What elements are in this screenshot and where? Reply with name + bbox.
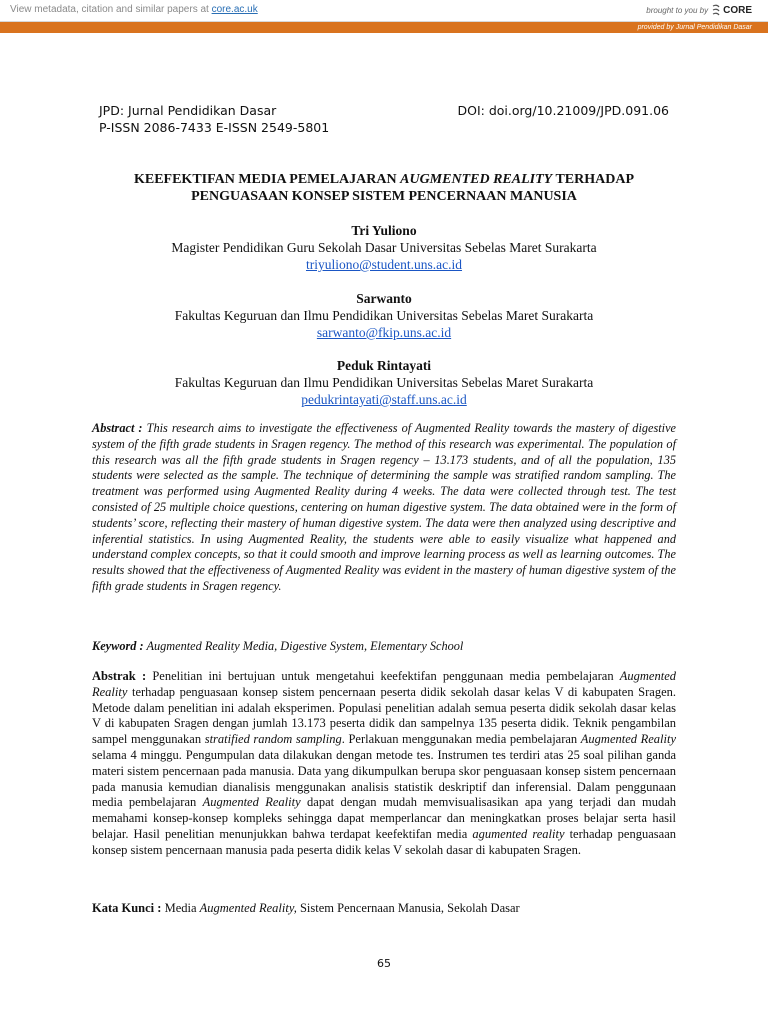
abstrak [92, 669, 676, 859]
title-line2: PENGUASAAN KONSEP SISTEM PENCERNAAN MANUSIA [191, 189, 577, 204]
abstrak-label: Abstrak : [92, 669, 147, 683]
author-email[interactable]: pedukrintayati@staff.uns.ac.id [301, 392, 467, 407]
author-block [92, 357, 676, 408]
author-name: Sarwanto [356, 291, 412, 306]
abstract-text: This research aims to investigate the effectiveness of Augmented Reality towards the mastery of digestive system of the fifth grade students in Sragen regency. The method of this research was experimental. The population of this research was all the fifth grade students in Sragen regency – 13.173 students, and of all the population, 135 students were selected as the sample. The technique of determining the sample was stratified random sampling. The treatment was performed using Augmented Reality during 4 weeks. The data were collected through test. The test consisted of 25 multiple choice questions, centering on human digestive system. The data obtained were in the form of students’ score, reflecting their mastery of human digestive system. The data were then analyzed using descriptive and inferential statistics. In using Augmented Reality, the students were able to easily visualize what happened and understand complex concepts, so that it could smooth and improve learning process as well as learning outcomes. The results showed that the effectiveness of Augmented Reality was evident in the mastery of human digestive system of the fifth grade students in Sragen regency. [92, 421, 676, 593]
author-affiliation: Fakultas Keguruan dan Ilmu Pendidikan Universitas Sebelas Maret Surakarta [174, 308, 594, 323]
provided-by-bar [0, 22, 768, 33]
kata-kunci-text: Media [161, 901, 200, 915]
author-name: Peduk Rintayati [336, 358, 432, 373]
abstrak-italic: Augmented Reality [202, 795, 301, 810]
author-block [92, 222, 676, 273]
journal-doi: DOI: doi.org/10.21009/JPD.091.06 [457, 103, 669, 118]
paper-title [92, 171, 676, 205]
abstract [92, 421, 676, 595]
provided-by-prefix: provided by [637, 24, 674, 31]
author-block [92, 290, 676, 341]
abstrak-text: dapat dengan mudah memvisualisasikan apa yang terjadi dan mudah memahami konsep-konsep kompleks sehingga dapat memperlancar dan meningkatkan proses belajar serta hasil belajar. Hasil penelitian menunjukkan bahwa terdapat keefektifan media [92, 795, 676, 841]
abstrak-text: terhadap penguasaan konsep sistem pencernaan peserta didik sekolah dasar kelas V di kabupaten Sragen. Metode dalam penelitian ini adalah eksperimen. Populasi penelitian adalah semua peserta didik sekolah dasar kelas V di kabupaten Sragen dengan jumlah 13.173 peserta didik dan sampelnya 135 peserta didik. Teknik pengambilan sampel menggunakan [92, 684, 676, 747]
journal-header [99, 102, 669, 136]
keyword-label: Keyword : [92, 639, 144, 653]
journal-issn: P-ISSN 2086-7433 E-ISSN 2549-5801 [99, 120, 330, 135]
kata-kunci-italic: Augmented Reality, [199, 901, 297, 915]
core-banner-top [0, 0, 768, 22]
brought-by-text: brought to you by [646, 5, 709, 15]
abstrak-text: Penelitian ini bertujuan untuk mengetahui keefektifan penggunaan media pembelajaran [152, 669, 620, 683]
abstrak-text: terhadap penguasaan konsep sistem pencernaan manusia pada peserta didik kelas V sekolah dasar di kabupaten Sragen. [92, 826, 676, 857]
abstrak-italic: Augmented Reality [580, 732, 676, 747]
title-italic: AUGMENTED REALITY [400, 172, 553, 187]
core-logo-icon [711, 4, 721, 16]
abstract-label: Abstract : [92, 421, 143, 435]
author-affiliation: Magister Pendidikan Guru Sekolah Dasar Universitas Sebelas Maret Surakarta [171, 240, 597, 255]
page-number: 65 [377, 957, 391, 970]
abstrak-text: . Perlakuan menggunakan media pembelajaran [341, 732, 581, 747]
author-email[interactable]: triyuliono@student.uns.ac.id [305, 257, 463, 272]
core-logo-text: CORE [723, 4, 752, 16]
core-link[interactable]: core.ac.uk [211, 4, 258, 15]
kata-kunci [92, 901, 676, 916]
author-email[interactable]: sarwanto@fkip.uns.ac.id [316, 325, 452, 340]
keyword-text: Augmented Reality Media, Digestive System, Elementary School [146, 639, 464, 653]
title-part2: TERHADAP [552, 172, 635, 187]
keywords [92, 639, 676, 654]
abstrak-italic: agumented reality [472, 826, 565, 841]
brought-by [646, 4, 752, 16]
kata-kunci-label: Kata Kunci : [92, 901, 162, 915]
core-logo[interactable] [711, 4, 752, 16]
title-part1: KEEFEKTIFAN MEDIA PEMELAJARAN [133, 172, 401, 187]
core-banner [0, 0, 768, 32]
abstrak-text: selama 4 minggu. Pengumpulan data dilakukan dengan metode tes. Instrumen tes terdiri atas 25 soal pilihan ganda materi sistem pencernaan pada manusia. Data yang dikumpulkan berupa skor penguasaan konsep sistem pencernaan pada manusia kemudian dianalisis menggunakan analisis statistik deskriptif dan inferensial. Dalam penggunaan media pembelajaran [92, 747, 676, 810]
core-metadata [10, 4, 258, 15]
abstrak-italic: Augmented Reality [92, 669, 676, 699]
kata-kunci-text: Sistem Pencernaan Manusia, Sekolah Dasar [296, 901, 520, 915]
author-affiliation: Fakultas Keguruan dan Ilmu Pendidikan Universitas Sebelas Maret Surakarta [174, 375, 594, 390]
author-name: Tri Yuliono [351, 223, 417, 238]
journal-name: JPD: Jurnal Pendidikan Dasar [99, 103, 277, 118]
metadata-text: View metadata, citation and similar papers at [10, 4, 209, 15]
provided-by-source: Jurnal Pendidikan Dasar [675, 24, 752, 31]
abstrak-italic: stratified random sampling [204, 732, 342, 747]
